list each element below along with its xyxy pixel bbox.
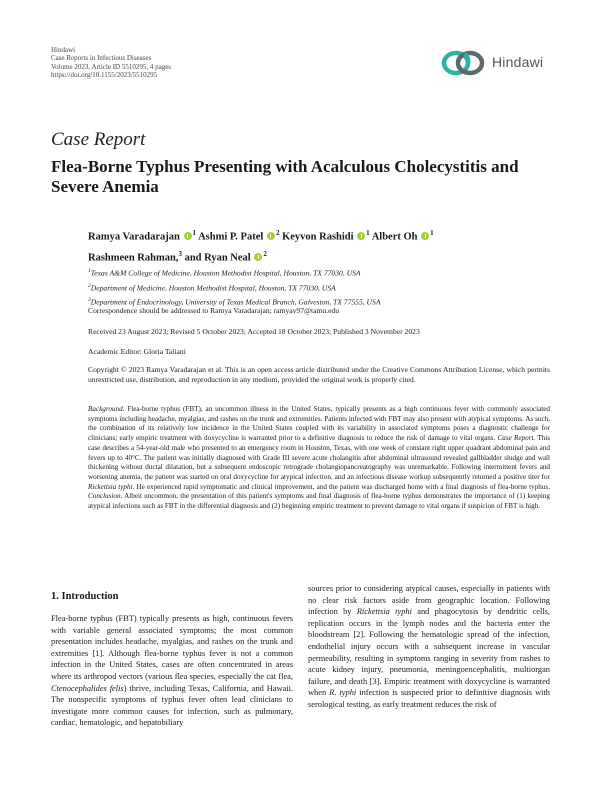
orcid-icon[interactable] <box>184 232 192 240</box>
journal-header <box>51 46 171 79</box>
abstract-conclusion-label: Conclusion. <box>88 492 123 501</box>
intro-species: Ctenocephalides felis <box>51 683 124 693</box>
journal-volume: Volume 2023, Article ID 5510295, 4 pages <box>51 62 172 71</box>
author-affiliation-mark: 2 <box>263 249 267 258</box>
author-name: and Ryan Neal <box>184 252 251 263</box>
affiliation-text: Department of Endocrinology, University of Texas Medical Branch, Galveston, TX 77555, USA <box>90 297 381 307</box>
article-title: Flea-Borne Typhus Presenting with Acalculous Cholecystitis and Severe Anemia <box>51 157 519 196</box>
hindawi-logo <box>438 41 550 85</box>
author-affiliation-mark: 1 <box>192 229 197 237</box>
journal-doi[interactable]: https://doi.org/10.1155/2023/5510295 <box>51 70 158 79</box>
abstract-case-text-2: . He experienced rapid symptomatic and clinical improvement, and the patient was discharged home with a final diagnosis of flea-borne typhus. <box>132 482 550 491</box>
article-type: Case Report <box>51 129 146 150</box>
author-name: Rashmeen Rahman, <box>88 252 179 263</box>
copyright-notice: Copyright © 2023 Ramya Varadarajan et al. This is an open access article distributed under the Creative Commons Attribution License, which permits unrestricted use, distribution, and reproduction in any medium, provided the original work is properly cited. <box>88 365 550 384</box>
affiliation-number: 2 <box>88 282 91 289</box>
intro-text-b: ) thrive, including Texas, California, and Hawaii. The nonspecific symptoms of typhus fever often lead clinicians to investigate more common causes for infection, such as pulmonary, cardiac, hematologic, and hepatobiliary <box>51 683 294 728</box>
affiliations <box>88 265 528 309</box>
intro-right-text-b: and phagocytosis by dendritic cells, replication occurs in the lymph nodes and the bacteria enter the bloodstream [2]. Following the hematologic spread of the infection, endothelial injury occurs with a subsequent increase in vascular permeability, resulting in symptoms ranging in severity from rashes to acute kidney injury, pneumonia, meningoencephalitis, multiorgan failure, and death [3]. Empiric treatment with doxycycline is warranted when <box>308 607 550 698</box>
affiliation-text: Department of Medicine, Houston Methodist Hospital, Houston, TX 77030, USA <box>90 283 336 293</box>
author-name: Ramya Varadarajan <box>88 231 180 243</box>
abstract-case-label: Case Report. <box>497 434 536 443</box>
intro-right-organism-2: R. typhi <box>329 688 357 698</box>
body-column-right <box>308 583 550 711</box>
abstract <box>88 405 550 512</box>
author-affiliation-mark: 2 <box>275 229 280 237</box>
affiliation-number: 1 <box>88 268 91 274</box>
academic-editor: Academic Editor: Gloria Taliani <box>88 347 186 356</box>
author-affiliation-mark: 3 <box>178 249 182 258</box>
intro-text-a: Flea-borne typhus (FBT) typically presents as high, continuous fevers with variable general associated symptoms; the most common presentation includes headache, myalgias, and rashes on the trunk and extremities [1]. Although flea-borne typhus fever is not a common infection in the United States, cases are often concentrated in areas where its arthropod vectors (various flea species, especially the cat flea, <box>51 614 293 681</box>
publisher-name: Hindawi <box>51 46 76 54</box>
intro-right-text-a: sources prior to considering atypical causes, especially in patients with no clear risk factors aside from geographic location. Following infection by <box>308 584 550 617</box>
affiliation-item <box>88 265 528 280</box>
affiliation-item <box>88 280 528 295</box>
abstract-case-text: This case describes a 54-year-old male who presented to an emergency room in Houston, Texas, with one week of constant right upper quadrant abdominal pain and fevers up to 40°C. The patient was initially diagnosed with Grade III severe acute cholangitis after abdominal ultrasound revealed gallbladder sludge and wall thickening without ductal dilatation, but a subsequent endoscopic retrograde cholangiopancreatography was unremarkable. Following intermittent fevers and worsening anemia, the patient was started on oral doxycycline for atypical infection, and an infectious disease workup subsequently returned a positive titer for <box>88 434 550 481</box>
orcid-icon[interactable] <box>267 232 275 240</box>
article-dates: Received 23 August 2023; Revised 5 October 2023; Accepted 18 October 2023; Published 3 November 2023 <box>88 327 420 336</box>
author-list <box>88 225 528 266</box>
section-heading-introduction: 1. Introduction <box>51 591 119 602</box>
affiliation-number: 3 <box>88 297 91 304</box>
abstract-conclusion-text: Albeit uncommon, the presentation of this patient's symptoms and final diagnosis of flea-borne typhus demonstrates the importance of (1) keeping atypical infections such as FBT in the differential diagnosis and (2) beginning empiric treatment to prevent damage to vital organs if suspicion of FBT is high. <box>88 492 550 511</box>
author-affiliation-mark: 1 <box>366 229 370 237</box>
author-name: Keyvon Rashidi <box>282 231 354 243</box>
orcid-icon[interactable] <box>254 253 262 261</box>
orcid-icon[interactable] <box>421 232 429 240</box>
intro-right-text-c: infection is suspected prior to definitive diagnosis with serological testing, as early treatment reduces the risk of <box>308 688 550 709</box>
author-name: Albert Oh <box>371 231 418 243</box>
logo-text: Hindawi <box>492 54 544 70</box>
abstract-background-text: Flea-borne typhus (FBT), an uncommon illness in the United States, typically presents as a high continuous fever with commonly associated symptoms including headache, myalgias, and rashes on the trunk and extremities. Patients infected with FBT may also present with atypical symptoms. As such, the combination of its relatively low incidence in the United States coupled with its variability in associated symptoms poses a diagnostic challenge for clinicians; early empiric treatment with doxycycline is warranted prior to a definitive diagnosis to reduce the risk of damage to vital organs. <box>88 405 550 443</box>
body-column-left <box>51 613 293 729</box>
affiliation-text: Texas A&M College of Medicine, Houston Methodist Hospital, Houston, TX 77030, USA <box>90 268 361 278</box>
intro-right-organism: Rickettsia typhi <box>356 607 412 617</box>
abstract-background-label: Background. <box>88 405 125 413</box>
abstract-organism: Rickettsia typhi <box>88 482 133 491</box>
author-affiliation-mark: 1 <box>430 229 434 237</box>
orcid-icon[interactable] <box>357 232 365 240</box>
hindawi-logo-icon <box>438 41 490 85</box>
correspondence: Correspondence should be addressed to Ramya Varadarajan; ramyav97@tamu.edu <box>88 306 340 315</box>
journal-name: Case Reports in Infectious Diseases <box>51 54 152 63</box>
author-name: Ashmi P. Patel <box>198 231 264 243</box>
